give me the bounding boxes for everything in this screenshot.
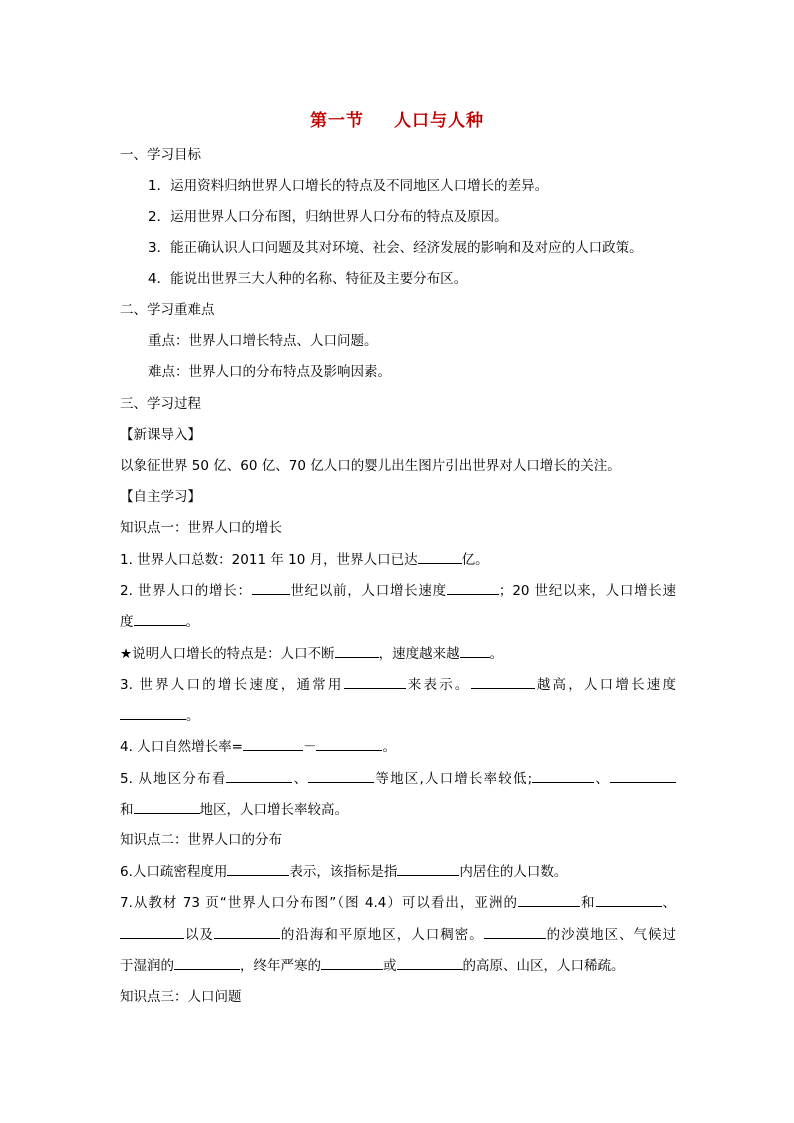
star-note: ★说明人口增长的特点是：人口不断 ，速度越来越 。	[120, 643, 503, 664]
question-4: 4. 人口自然增长率= － 。	[120, 736, 396, 757]
objective-item: 4．能说出世界三大人种的名称、特征及主要分布区。	[148, 271, 468, 287]
question-3: 3. 世界人口的增长速度，通常用 来表示。 越高，人口增长速度	[120, 674, 676, 695]
answer-blank[interactable]	[120, 705, 186, 720]
key-point: 重点：世界人口增长特点、人口问题。	[148, 333, 378, 349]
answer-blank[interactable]	[471, 674, 535, 689]
heading-process: 三、学习过程	[120, 396, 201, 412]
answer-blank[interactable]	[596, 892, 662, 907]
answer-blank[interactable]	[418, 549, 462, 564]
answer-blank[interactable]	[120, 924, 184, 939]
tag-new-lesson: 【新课导入】	[120, 427, 201, 443]
knowledge-point-3: 知识点三：人口问题	[120, 989, 242, 1005]
answer-blank[interactable]	[460, 643, 490, 658]
objective-item: 3．能正确认识人口问题及其对环境、社会、经济发展的影响和及对应的人口政策。	[148, 240, 643, 256]
question-1: 1. 世界人口总数：2011 年 10 月，世界人口已达 亿。	[120, 549, 489, 570]
objective-item: 2．运用世界人口分布图，归纳世界人口分布的特点及原因。	[148, 209, 508, 225]
question-7-cont2: 于湿润的 ，终年严寒的 或 的高原、山区，人口稀疏。	[120, 955, 625, 976]
knowledge-point-2: 知识点二：世界人口的分布	[120, 832, 282, 848]
answer-blank[interactable]	[227, 861, 289, 876]
title-section: 第一节	[310, 111, 364, 131]
answer-blank[interactable]	[214, 924, 280, 939]
answer-blank[interactable]	[532, 768, 594, 783]
difficult-point: 难点：世界人口的分布特点及影响因素。	[148, 364, 391, 380]
answer-blank[interactable]	[134, 799, 200, 814]
question-7: 7.从教材 73 页“世界人口分布图”（图 4.4）可以看出，亚洲的 和 、	[120, 892, 676, 913]
page-title	[0, 106, 794, 131]
answer-blank[interactable]	[344, 674, 406, 689]
answer-blank[interactable]	[316, 736, 382, 751]
answer-blank[interactable]	[447, 580, 499, 595]
answer-blank[interactable]	[226, 768, 292, 783]
question-7-cont: 以及 的沿海和平原地区，人口稠密。 的沙漠地区、气候过	[120, 924, 676, 945]
answer-blank[interactable]	[484, 924, 546, 939]
answer-blank[interactable]	[397, 861, 459, 876]
answer-blank[interactable]	[321, 955, 383, 970]
answer-blank[interactable]	[308, 768, 374, 783]
answer-blank[interactable]	[243, 736, 303, 751]
answer-blank[interactable]	[174, 955, 240, 970]
question-2: 2. 世界人口的增长： 世纪以前，人口增长速度 ；20 世纪以来，人口增长速	[120, 580, 676, 601]
question-5: 5. 从地区分布看 、 等地区,人口增长率较低; 、	[120, 768, 676, 789]
title-topic: 人口与人种	[394, 111, 484, 131]
answer-blank[interactable]	[134, 611, 186, 626]
knowledge-point-1: 知识点一：世界人口的增长	[120, 520, 282, 536]
question-6: 6.人口疏密程度用 表示，该指标是指 内居住的人口数。	[120, 861, 567, 882]
answer-blank[interactable]	[518, 892, 580, 907]
answer-blank[interactable]	[252, 580, 290, 595]
question-5-cont: 和 地区，人口增长率较高。	[120, 799, 348, 820]
question-3-cont: 。	[120, 705, 200, 726]
answer-blank[interactable]	[397, 955, 463, 970]
objective-item: 1．运用资料归纳世界人口增长的特点及不同地区人口增长的差异。	[148, 178, 549, 194]
tag-self-study: 【自主学习】	[120, 489, 201, 505]
answer-blank[interactable]	[610, 768, 676, 783]
intro-text: 以象征世界 50 亿、60 亿、70 亿人口的婴儿出生图片引出世界对人口增长的关注。	[120, 458, 621, 474]
answer-blank[interactable]	[335, 643, 379, 658]
heading-key-points: 二、学习重难点	[120, 302, 215, 318]
heading-objectives: 一、学习目标	[120, 147, 201, 163]
question-2-cont: 度 。	[120, 611, 199, 632]
